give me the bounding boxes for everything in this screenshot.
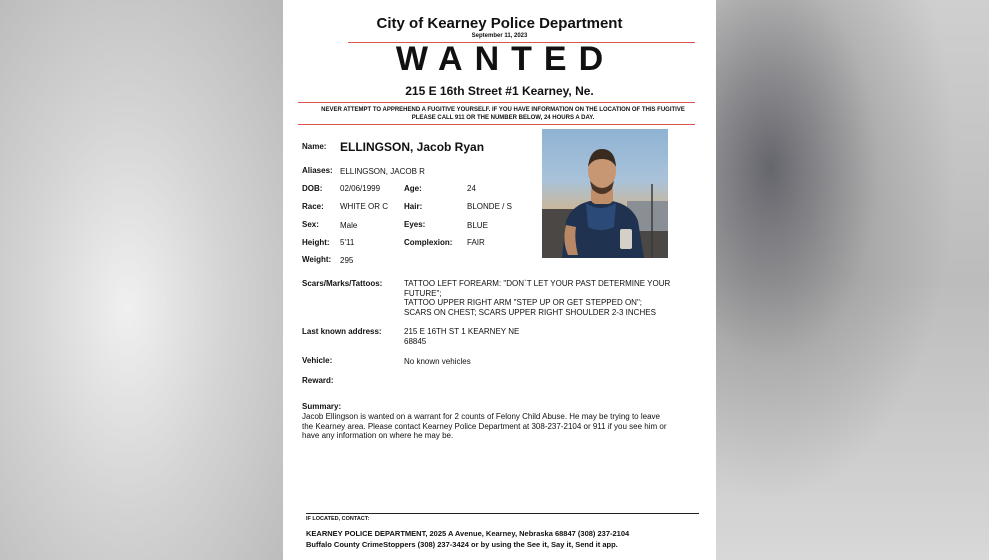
last-address-line: 215 E 16TH ST 1 KEARNEY NE xyxy=(404,327,520,336)
footer-contact-label: IF LOCATED, CONTACT: xyxy=(306,516,370,522)
scars-label: Scars/Marks/Tattoos: xyxy=(302,279,383,288)
height-label: Height: xyxy=(302,238,330,247)
weight-label: Weight: xyxy=(302,255,332,264)
dob-value: 02/06/1999 xyxy=(340,184,381,193)
summary-text xyxy=(302,412,702,441)
summary-line: the Kearney area. Please contact Kearney Police Department at 308-237-2104 or 911 if you see him or xyxy=(302,421,667,431)
scars-line: TATTOO UPPER RIGHT ARM "STEP UP OR GET STEPPED ON"; xyxy=(404,298,643,307)
hair-value: BLONDE / S xyxy=(467,202,512,211)
last-address-value xyxy=(404,327,604,346)
footer-divider xyxy=(306,513,699,514)
footer-police-contact: KEARNEY POLICE DEPARTMENT, 2025 A Avenue, Kearney, Nebraska 68847 (308) 237-2104 xyxy=(306,529,630,538)
age-value: 24 xyxy=(467,184,476,193)
last-address-line: 68845 xyxy=(404,336,427,346)
aliases-label: Aliases: xyxy=(302,166,333,175)
sex-value: Male xyxy=(340,221,358,230)
race-value: WHITE OR C xyxy=(340,202,388,211)
name-label: Name: xyxy=(302,142,327,151)
scars-line: TATTOO LEFT FOREARM: "DON`T LET YOUR PAST DETERMINE YOUR xyxy=(404,279,671,288)
poster-address: 215 E 16th Street #1 Kearney, Ne. xyxy=(405,84,594,98)
last-address-label: Last known address: xyxy=(302,327,382,336)
vehicle-value: No known vehicles xyxy=(404,357,471,366)
scars-line: SCARS ON CHEST; SCARS UPPER RIGHT SHOULDER 2-3 INCHES xyxy=(404,307,656,317)
subject-name: ELLINGSON, Jacob Ryan xyxy=(340,140,485,154)
poster-date: September 11, 2023 xyxy=(471,33,528,39)
department-title: City of Kearney Police Department xyxy=(376,15,623,32)
blurred-background-right xyxy=(716,0,989,560)
complexion-label: Complexion: xyxy=(404,238,453,247)
dob-label: DOB: xyxy=(302,184,323,193)
aliases-value: ELLINGSON, JACOB R xyxy=(340,167,425,176)
weight-value: 295 xyxy=(340,256,354,265)
summary-line: Jacob Ellingson is wanted on a warrant for 2 counts of Felony Child Abuse. He may be trying to leave xyxy=(302,412,660,421)
eyes-label: Eyes: xyxy=(404,220,426,229)
wanted-headline: WANTED xyxy=(395,40,616,78)
height-value: 5'11 xyxy=(340,238,355,247)
warning-text: NEVER ATTEMPT TO APPREHEND A FUGITIVE YOURSELF. IF YOU HAVE INFORMATION ON THE LOCATION OF THIS FUGITIVE PLEASE CALL 911 OR THE NUMBER BELOW, 24 HOURS A DAY. xyxy=(321,107,685,121)
reward-label: Reward: xyxy=(302,376,334,385)
sex-label: Sex: xyxy=(302,220,319,229)
race-label: Race: xyxy=(302,202,324,211)
complexion-value: FAIR xyxy=(467,238,485,247)
address-divider xyxy=(298,102,695,103)
footer-crimestoppers-contact: Buffalo County CrimeStoppers (308) 237-3424 or by using the See it, Say it, Send it app. xyxy=(306,540,618,549)
suspect-photo xyxy=(542,129,668,258)
wanted-poster xyxy=(283,0,716,560)
age-label: Age: xyxy=(404,184,422,193)
scars-line: FUTURE"; xyxy=(404,288,442,298)
eyes-value: BLUE xyxy=(467,221,488,230)
hair-label: Hair: xyxy=(404,202,423,211)
scars-value xyxy=(404,279,704,317)
blurred-background-left xyxy=(0,0,283,560)
warning-divider xyxy=(298,124,695,125)
summary-line: have any information on where he may be. xyxy=(302,431,454,440)
vehicle-label: Vehicle: xyxy=(302,356,333,365)
summary-label: Summary: xyxy=(302,402,342,411)
